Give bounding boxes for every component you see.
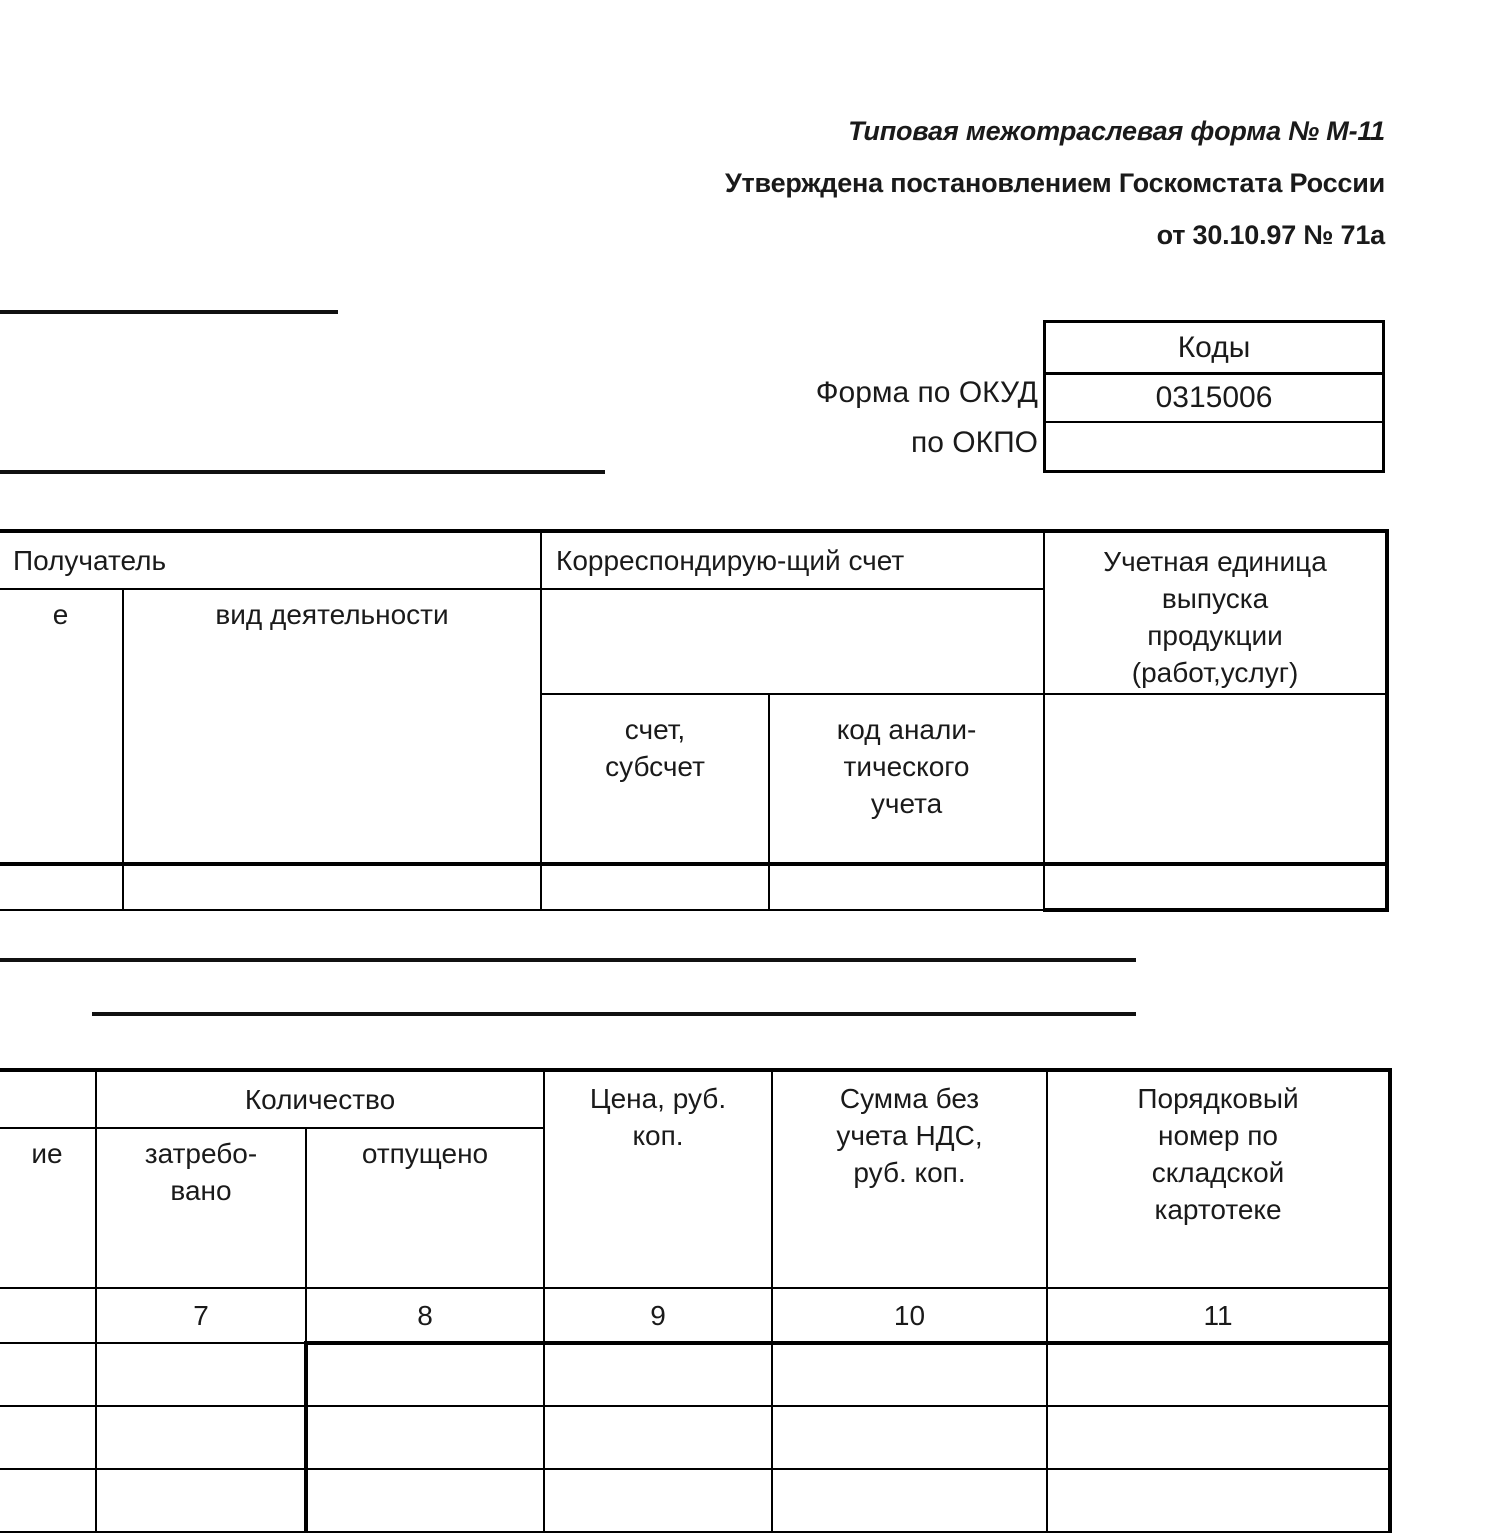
- sum-no-vat-header: Сумма без учета НДС, руб. коп.: [772, 1070, 1047, 1288]
- item-cell[interactable]: [544, 1343, 772, 1406]
- item-cell[interactable]: [0, 1406, 96, 1469]
- table-row: [0, 1406, 1390, 1469]
- table-row: [0, 1288, 1390, 1343]
- col-number-11: 11: [1047, 1288, 1390, 1343]
- table-row: [0, 531, 1387, 589]
- okud-value[interactable]: 0315006: [1046, 372, 1382, 421]
- recipient-group-header: Получатель: [0, 531, 541, 589]
- item-cell[interactable]: [96, 1406, 306, 1469]
- organization-underline: [0, 310, 338, 314]
- codes-box: [1043, 320, 1385, 473]
- item-cell[interactable]: [1047, 1406, 1390, 1469]
- accounting-unit-spacer: [1044, 694, 1387, 864]
- corresponding-account-spacer: [541, 589, 1044, 694]
- corresponding-account-group-header: Корреспондирую-щий счет: [541, 531, 1044, 589]
- accounting-unit-cell[interactable]: [1044, 864, 1387, 910]
- item-cell[interactable]: [772, 1406, 1047, 1469]
- account-subaccount-cell[interactable]: [541, 864, 769, 910]
- stock-card-number-header: Порядковый номер по складской картотеке: [1047, 1070, 1390, 1288]
- item-cell[interactable]: [306, 1406, 544, 1469]
- through-whom-underline: [0, 958, 1136, 962]
- col-number-blank: [0, 1288, 96, 1343]
- table-row: [0, 1343, 1390, 1406]
- recipient-name-cell[interactable]: [0, 864, 123, 910]
- table-row: [0, 1469, 1390, 1532]
- requested-by-underline: [92, 1012, 1136, 1016]
- okud-label: Форма по ОКУД: [815, 376, 1038, 409]
- form-header-block: [560, 105, 1385, 261]
- items-name-fragment: ие: [0, 1128, 96, 1288]
- item-cell[interactable]: [544, 1469, 772, 1532]
- item-cell[interactable]: [0, 1469, 96, 1532]
- okpo-value[interactable]: [1046, 421, 1382, 470]
- item-cell[interactable]: [306, 1343, 544, 1406]
- col-number-8: 8: [306, 1288, 544, 1343]
- recipient-name-fragment: е: [0, 589, 123, 864]
- col-number-10: 10: [772, 1288, 1047, 1343]
- table-row: [0, 864, 1387, 910]
- item-cell[interactable]: [544, 1406, 772, 1469]
- released-header: отпущено: [306, 1128, 544, 1288]
- col-number-7: 7: [96, 1288, 306, 1343]
- requested-header: затребо- вано: [96, 1128, 306, 1288]
- account-subaccount-header: счет, субсчет: [541, 694, 769, 864]
- price-header: Цена, руб. коп.: [544, 1070, 772, 1288]
- item-cell[interactable]: [1047, 1469, 1390, 1532]
- form-approved-by: Утверждена постановлением Госкомстата России: [724, 168, 1385, 198]
- accounting-unit-header: Учетная единица выпуска продукции (работ,услуг): [1044, 531, 1387, 694]
- form-approval-date: от 30.10.97 № 71а: [1156, 220, 1385, 250]
- items-table: [0, 1068, 1392, 1533]
- activity-type-header: вид деятельности: [123, 589, 541, 864]
- activity-type-cell[interactable]: [123, 864, 541, 910]
- codes-labels: [816, 368, 1038, 468]
- item-cell[interactable]: [306, 1469, 544, 1532]
- item-cell[interactable]: [1047, 1343, 1390, 1406]
- form-title: Типовая межотраслевая форма № М-11: [848, 116, 1385, 146]
- codes-title: Коды: [1177, 330, 1251, 364]
- item-cell[interactable]: [772, 1469, 1047, 1532]
- items-name-spacer: [0, 1070, 96, 1128]
- col-number-9: 9: [544, 1288, 772, 1343]
- item-cell[interactable]: [96, 1343, 306, 1406]
- okpo-label: по ОКПО: [911, 426, 1038, 459]
- item-cell[interactable]: [772, 1343, 1047, 1406]
- subdivision-underline: [0, 470, 605, 474]
- table-row: [0, 1070, 1390, 1128]
- item-cell[interactable]: [96, 1469, 306, 1532]
- recipient-table: [0, 529, 1389, 912]
- analytic-code-cell[interactable]: [769, 864, 1044, 910]
- analytic-code-header: код анали- тического учета: [769, 694, 1044, 864]
- item-cell[interactable]: [0, 1343, 96, 1406]
- quantity-group-header: Количество: [96, 1070, 544, 1128]
